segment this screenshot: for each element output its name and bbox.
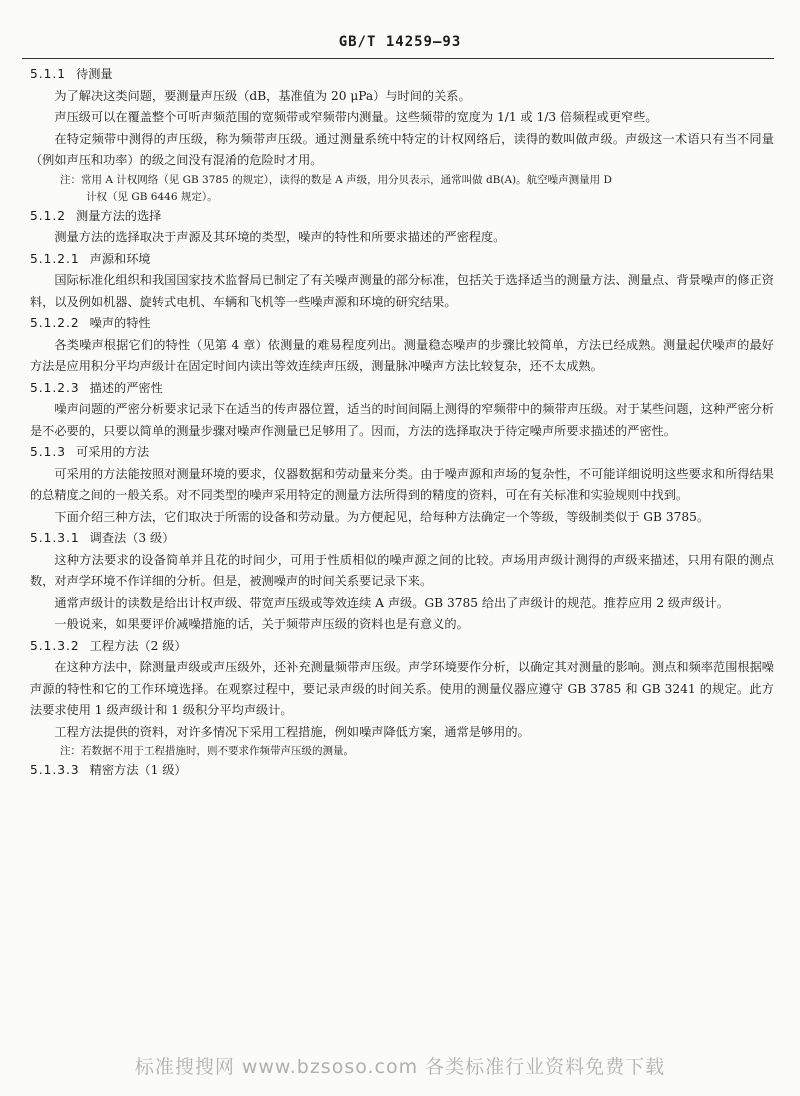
paragraph: 通常声级计的读数是给出计权声级、带宽声压级或等效连续 A 声级。GB 3785 给出了声级计的规范。推荐应用 2 级声级计。 bbox=[54, 595, 729, 610]
section-heading bbox=[30, 760, 774, 782]
note-text: 注：常用 A 计权网络（见 GB 3785 的规定），读得的数是 A 声级，用分贝表示，通常叫做 dB(A)。航空噪声测量用 D bbox=[60, 173, 612, 186]
section-number: 5.1.3.3 bbox=[30, 763, 80, 777]
section-number: 5.1.3 bbox=[30, 445, 67, 459]
section-number: 5.1.3.1 bbox=[30, 531, 80, 545]
paragraph: 各类噪声根据它们的特性（见第 4 章）依测量的难易程度列出。测量稳态噪声的步骤比较简单，方法已经成熟。测量起伏噪声的最好方法是应用积分平均声级计在固定时间内读出等效连续声压级，测量脉冲噪声方法比较复杂，还不太成熟。 bbox=[30, 337, 774, 373]
section-number: 5.1.2 bbox=[30, 208, 67, 223]
section-heading bbox=[30, 64, 774, 86]
section-title: 工程方法（2 级） bbox=[89, 638, 187, 653]
section-title: 声源和环境 bbox=[89, 251, 151, 266]
section-heading bbox=[30, 378, 774, 400]
footer-watermark: 标准搜搜网 www.bzsoso.com 各类标准行业资料免费下载 bbox=[134, 1056, 666, 1078]
section-number: 5.1.3.2 bbox=[30, 638, 80, 653]
section-title: 精密方法（1 级） bbox=[89, 763, 187, 777]
paragraph: 为了解决这类问题，要测量声压级（dB，基准值为 20 μPa）与时间的关系。 bbox=[54, 88, 471, 103]
paragraph: 可采用的方法能按照对测量环境的要求，仪器数据和劳动量来分类。由于噪声源和声场的复杂性，不可能详细说明这些要求和所得结果的总精度之间的一般关系。对不同类型的噪声采用特定的测量方法所得到的精度的资料，可在有关标准和实验规则中找到。 bbox=[30, 466, 774, 502]
paragraph: 噪声问题的严密分析要求记录下在适当的传声器位置，适当的时间间隔上测得的窄频带中的频带声压级。对于某些问题，这种严密分析是不必要的，只要以简单的测量步骤对噪声作测量已足够用了。因而，方法的选择取决于待定噪声所要求描述的严密性。 bbox=[30, 402, 774, 438]
section-heading bbox=[30, 636, 774, 658]
paragraph: 一般说来，如果要评价减噪措施的话，关于频带声压级的资料也是有意义的。 bbox=[54, 617, 469, 631]
paragraph: 测量方法的选择取决于声源及其环境的类型，噪声的特性和所要求描述的严密程度。 bbox=[54, 230, 506, 244]
paragraph: 在特定频带中测得的声压级，称为频带声压级。通过测量系统中特定的计权网络后，读得的数叫做声级。声级这一术语只有当不同量（例如声压和功率）的级之间没有混淆的危险时才用。 bbox=[30, 131, 774, 167]
section-title: 待测量 bbox=[76, 67, 113, 81]
section-number: 5.1.2.1 bbox=[30, 251, 80, 266]
section-heading bbox=[30, 442, 774, 464]
page-header-standard-code: GB/T 14259—93 bbox=[338, 34, 462, 50]
section-heading bbox=[30, 528, 774, 550]
paragraph: 这种方法要求的设备简单并且花的时间少，可用于性质相似的噪声源之间的比较。声场用声级计测得的声级来描述，只用有限的测点数，对声学环境不作详细的分析。但是，被测噪声的时间关系要记录下来。 bbox=[30, 552, 774, 588]
section-title: 调查法（3 级） bbox=[89, 531, 175, 545]
section-title: 描述的严密性 bbox=[89, 380, 163, 395]
section-title: 噪声的特性 bbox=[89, 316, 151, 330]
header-rule bbox=[22, 58, 774, 59]
note-text: 计权（见 GB 6446 规定）。 bbox=[86, 190, 218, 203]
section-number: 5.1.2.2 bbox=[30, 316, 80, 330]
section-heading bbox=[30, 249, 774, 271]
section-heading bbox=[30, 206, 774, 228]
section-heading bbox=[30, 313, 774, 335]
paragraph: 在这种方法中，除测量声级或声压级外，还补充测量频带声压级。声学环境要作分析，以确定其对测量的影响。测点和频率范围根据噪声源的特性和它的工作环境选择。在观察过程中，要记录声级的时间关系。使用的测量仪器应遵守 GB 3785 和 GB 3241 的规定。此方法要求使用 1 级声级计和 1 级积分平均声级计。 bbox=[30, 660, 774, 717]
paragraph: 工程方法提供的资料，对许多情况下采用工程措施，例如噪声降低方案，通常是够用的。 bbox=[54, 724, 530, 739]
note-text: 注：若数据不用于工程措施时，则不要求作频带声压级的测量。 bbox=[60, 745, 354, 757]
section-number: 5.1.2.3 bbox=[30, 380, 80, 395]
section-title: 可采用的方法 bbox=[76, 445, 150, 459]
document-body bbox=[30, 64, 774, 782]
paragraph: 声压级可以在覆盖整个可听声频范围的宽频带或窄频带内测量。这些频带的宽度为 1/1 或 1/3 倍频程或更窄些。 bbox=[54, 110, 658, 124]
section-title: 测量方法的选择 bbox=[76, 208, 162, 223]
paragraph: 国际标准化组织和我国国家技术监督局已制定了有关噪声测量的部分标准，包括关于选择适当的测量方法、测量点、背景噪声的修正资料，以及例如机器、旋转式电机、车辆和飞机等一些噪声源和环境的研究结果。 bbox=[30, 273, 774, 309]
paragraph: 下面介绍三种方法，它们取决于所需的设备和劳动量。为方便起见，给每种方法确定一个等级，等级制类似于 GB 3785。 bbox=[54, 509, 710, 524]
section-number: 5.1.1 bbox=[30, 67, 67, 81]
